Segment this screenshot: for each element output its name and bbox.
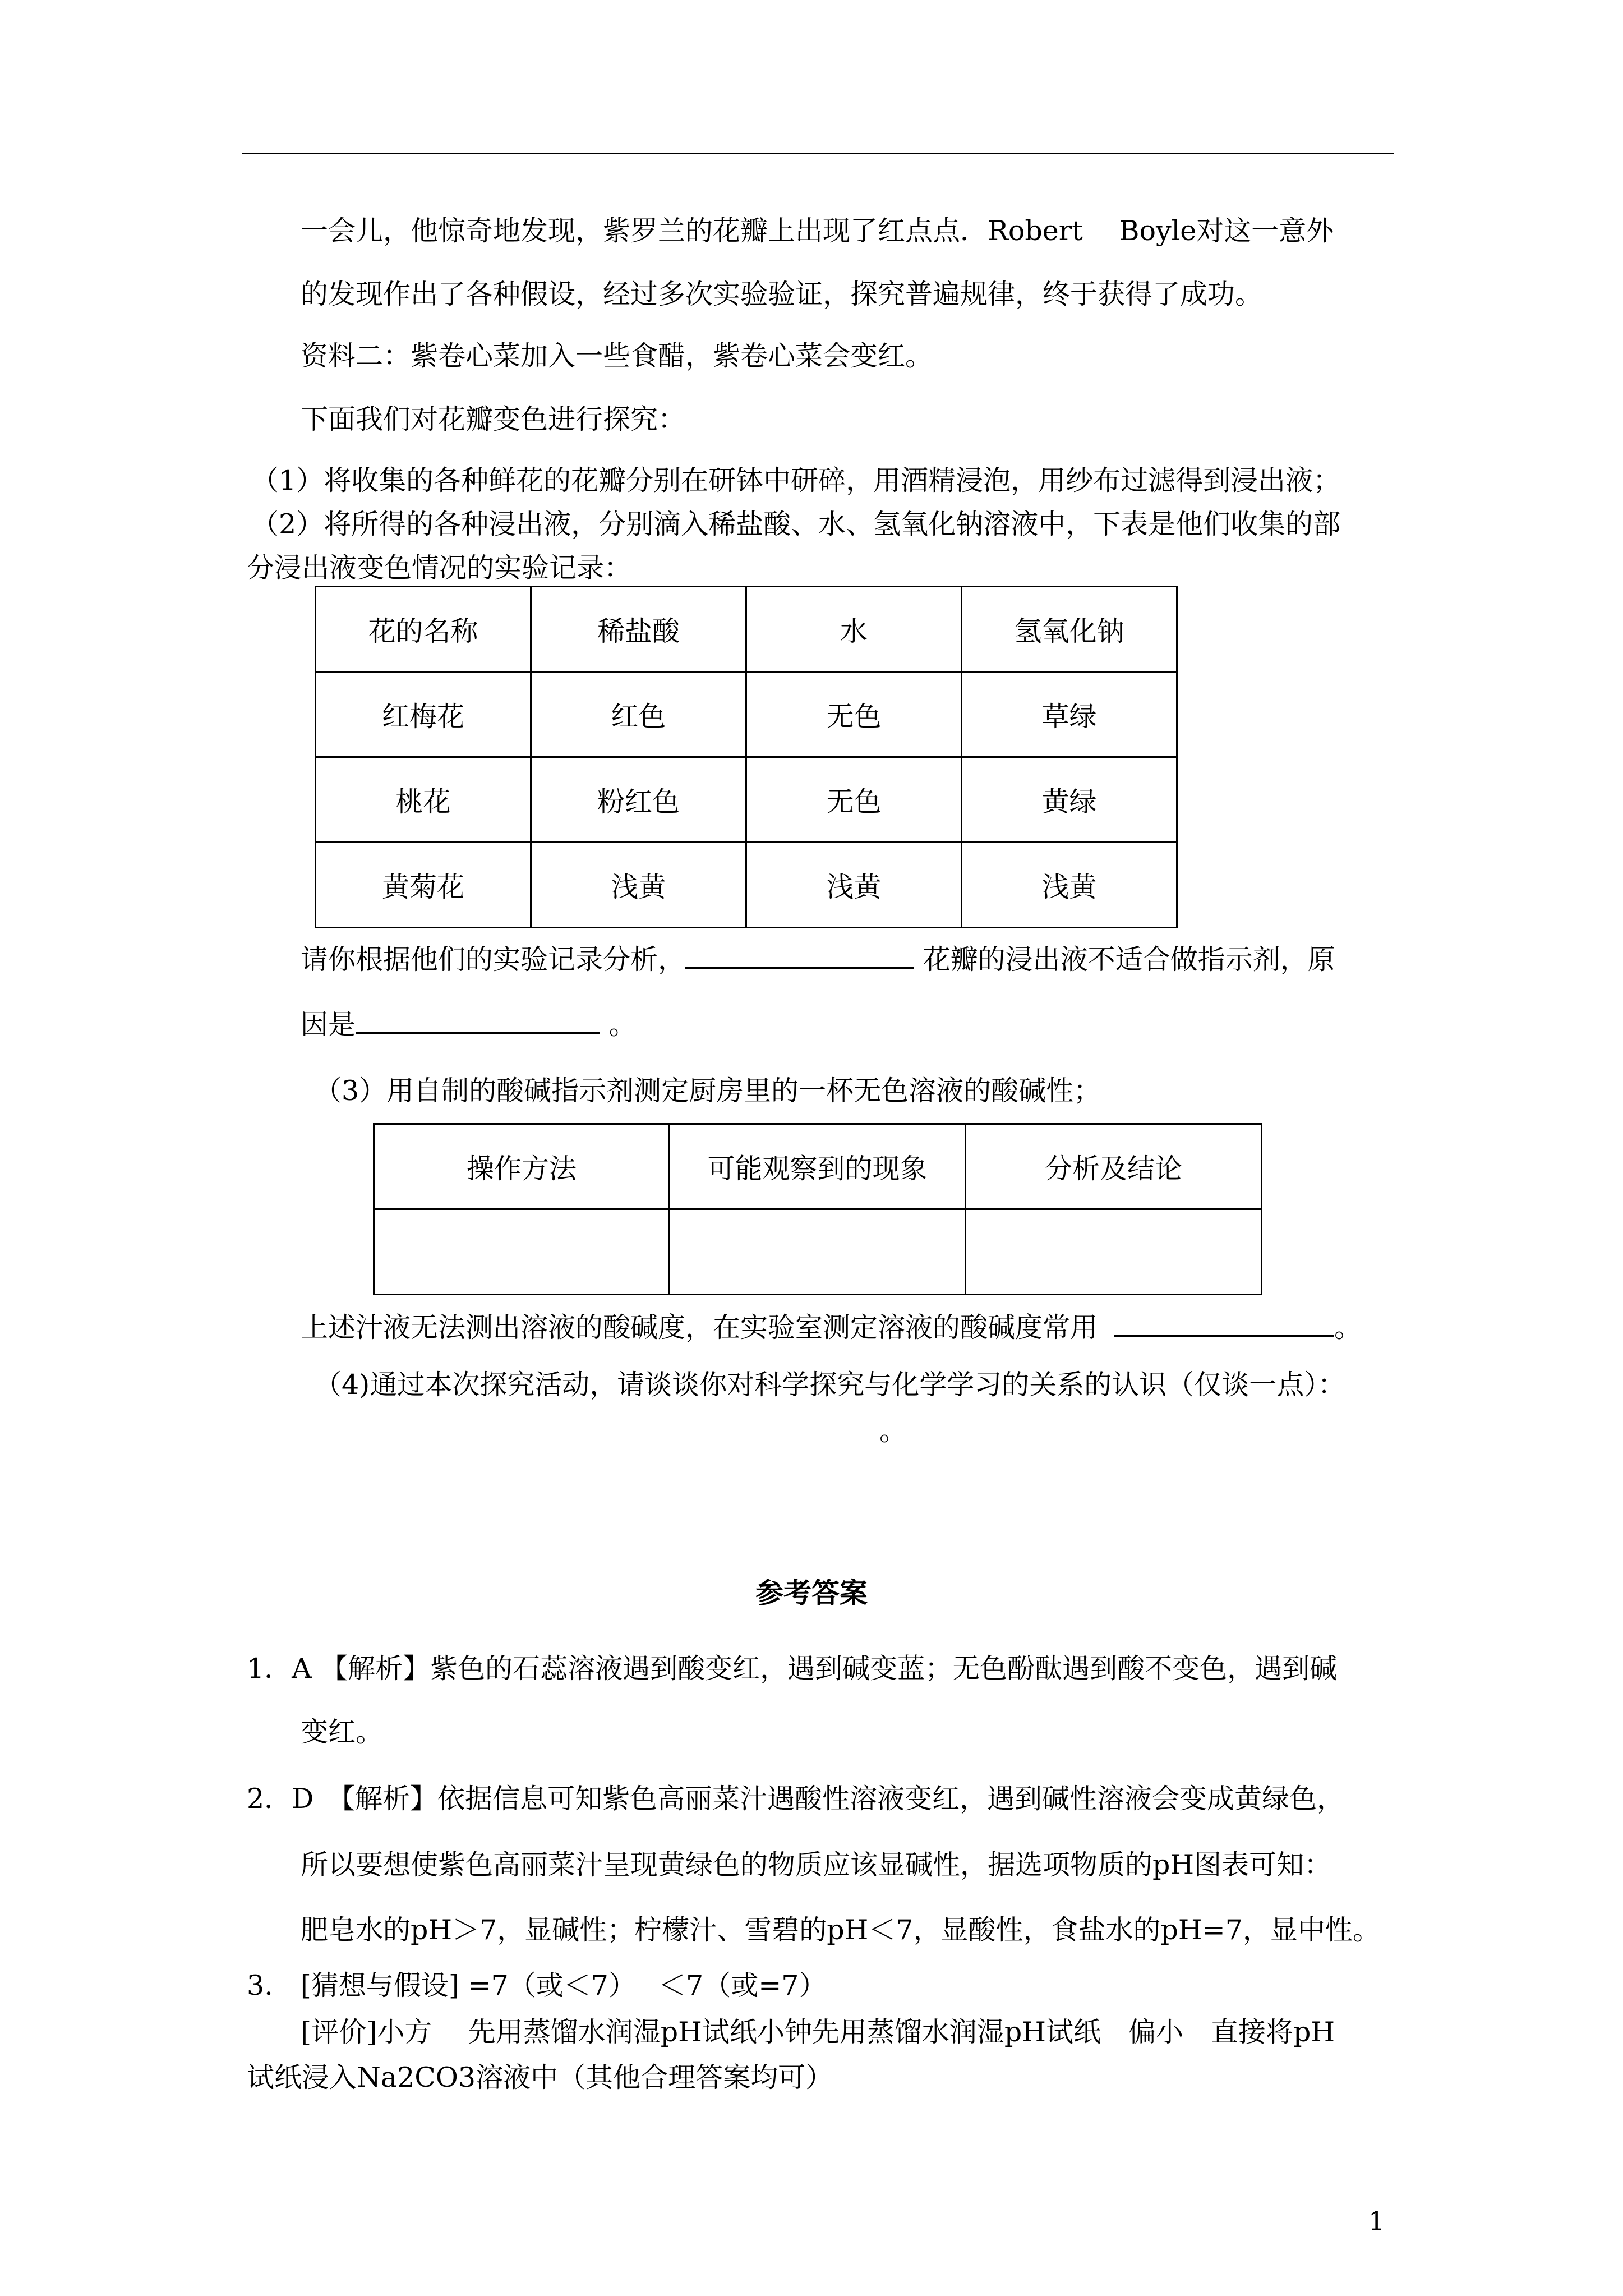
table-row [316, 843, 1177, 928]
table-header-cell: 分析及结论 [966, 1124, 1262, 1209]
para1-line1: 一会儿，他惊奇地发现，紫罗兰的花瓣上出现了红点点．Robert Boyle对这一意外 [301, 215, 1334, 247]
ph-text-1: 上述汁液无法测出溶液的酸碱度，在实验室测定溶液的酸碱度常用 [301, 1312, 1098, 1343]
step4-end: 。 [879, 1415, 907, 1447]
table-cell: 草绿 [962, 672, 1177, 757]
operation-answer-cell[interactable] [374, 1209, 670, 1295]
table-header-row [374, 1124, 1262, 1209]
analysis-question-line1 [301, 942, 1335, 977]
answer2-line2: 所以要想使紫色高丽菜汁呈现黄绿色的物质应该显碱性，据选项物质的pH图表可知： [301, 1849, 1332, 1881]
flower-answer-blank[interactable] [685, 942, 914, 969]
table-cell: 红色 [531, 672, 746, 757]
analysis-text-3: 因是 [301, 1009, 356, 1041]
table-row [316, 757, 1177, 843]
table-header-cell: 氢氧化钠 [962, 587, 1177, 672]
analysis-text-1: 请你根据他们的实验记录分析， [301, 944, 686, 976]
answer2-line1: 2．D 【解析】依据信息可知紫色高丽菜汁遇酸性溶液变红，遇到碱性溶液会变成黄绿色， [247, 1783, 1344, 1815]
step2-line2: 分浸出液变色情况的实验记录： [247, 552, 632, 584]
test-method-table [373, 1123, 1262, 1295]
table-cell: 无色 [746, 757, 962, 843]
conclusion-answer-cell[interactable] [966, 1209, 1262, 1295]
explore-intro: 下面我们对花瓣变色进行探究： [301, 403, 686, 435]
table-header-cell: 可能观察到的现象 [670, 1124, 966, 1209]
step2-line1: （2）将所得的各种浸出液，分别滴入稀盐酸、水、氢氧化钠溶液中，下表是他们收集的部 [251, 508, 1341, 540]
material2: 资料二：紫卷心菜加入一些食醋，紫卷心菜会变红。 [301, 340, 933, 372]
step3: （3）用自制的酸碱指示剂测定厨房里的一杯无色溶液的酸碱性； [314, 1075, 1101, 1107]
answer3-line3: 试纸浸入Na2CO3溶液中（其他合理答案均可） [247, 2062, 833, 2093]
analysis-text-2: 花瓣的浸出液不适合做指示剂，原 [914, 944, 1335, 976]
answer1-line2: 变红。 [301, 1716, 384, 1748]
table-cell: 无色 [746, 672, 962, 757]
answers-title: 参考答案 [755, 1577, 868, 1609]
table-cell: 红梅花 [316, 672, 531, 757]
table-row [316, 672, 1177, 757]
table-cell: 桃花 [316, 757, 531, 843]
para1-line2: 的发现作出了各种假设，经过多次实验验证，探究普遍规律，终于获得了成功。 [301, 278, 1263, 310]
ph-answer-blank[interactable] [1114, 1310, 1334, 1337]
analysis-text-4: 。 [600, 1009, 637, 1041]
ph-text-2: 。 [1334, 1312, 1362, 1343]
flower-color-table [315, 586, 1178, 928]
phenomenon-answer-cell[interactable] [670, 1209, 966, 1295]
table-header-cell: 水 [746, 587, 962, 672]
table-cell: 浅黄 [531, 843, 746, 928]
table-cell: 黄绿 [962, 757, 1177, 843]
analysis-question-line2 [301, 1007, 637, 1042]
answer3-line2: [评价]小方 先用蒸馏水润湿pH试纸小钟先用蒸馏水润湿pH试纸 偏小 直接将pH [301, 2016, 1335, 2048]
reason-answer-blank[interactable] [356, 1007, 600, 1034]
table-cell: 粉红色 [531, 757, 746, 843]
table-header-row [316, 587, 1177, 672]
table-cell: 浅黄 [746, 843, 962, 928]
page-number: 1 [1368, 2206, 1385, 2236]
header-rule [242, 153, 1394, 154]
table-header-cell: 花的名称 [316, 587, 531, 672]
table-header-cell: 稀盐酸 [531, 587, 746, 672]
table-cell: 浅黄 [962, 843, 1177, 928]
table-cell: 黄菊花 [316, 843, 531, 928]
table-row [374, 1209, 1262, 1295]
answer2-line3: 肥皂水的pH＞7，显碱性；柠檬汁、雪碧的pH＜7，显酸性，食盐水的pH=7，显中性。 [301, 1914, 1380, 1946]
step4: （4)通过本次探究活动，请谈谈你对科学探究与化学学习的关系的认识（仅谈一点）： [314, 1369, 1345, 1401]
answer1-line1: 1．A 【解析】紫色的石蕊溶液遇到酸变红，遇到碱变蓝；无色酚酞遇到酸不变色，遇到碱 [247, 1653, 1338, 1685]
answer3-line1: 3. [猜想与假设] =7（或＜7） ＜7（或=7） [247, 1970, 827, 2001]
step1: （1）将收集的各种鲜花的花瓣分别在研钵中研碎，用酒精浸泡，用纱布过滤得到浸出液； [251, 464, 1341, 496]
ph-question [301, 1310, 1362, 1345]
table-header-cell: 操作方法 [374, 1124, 670, 1209]
